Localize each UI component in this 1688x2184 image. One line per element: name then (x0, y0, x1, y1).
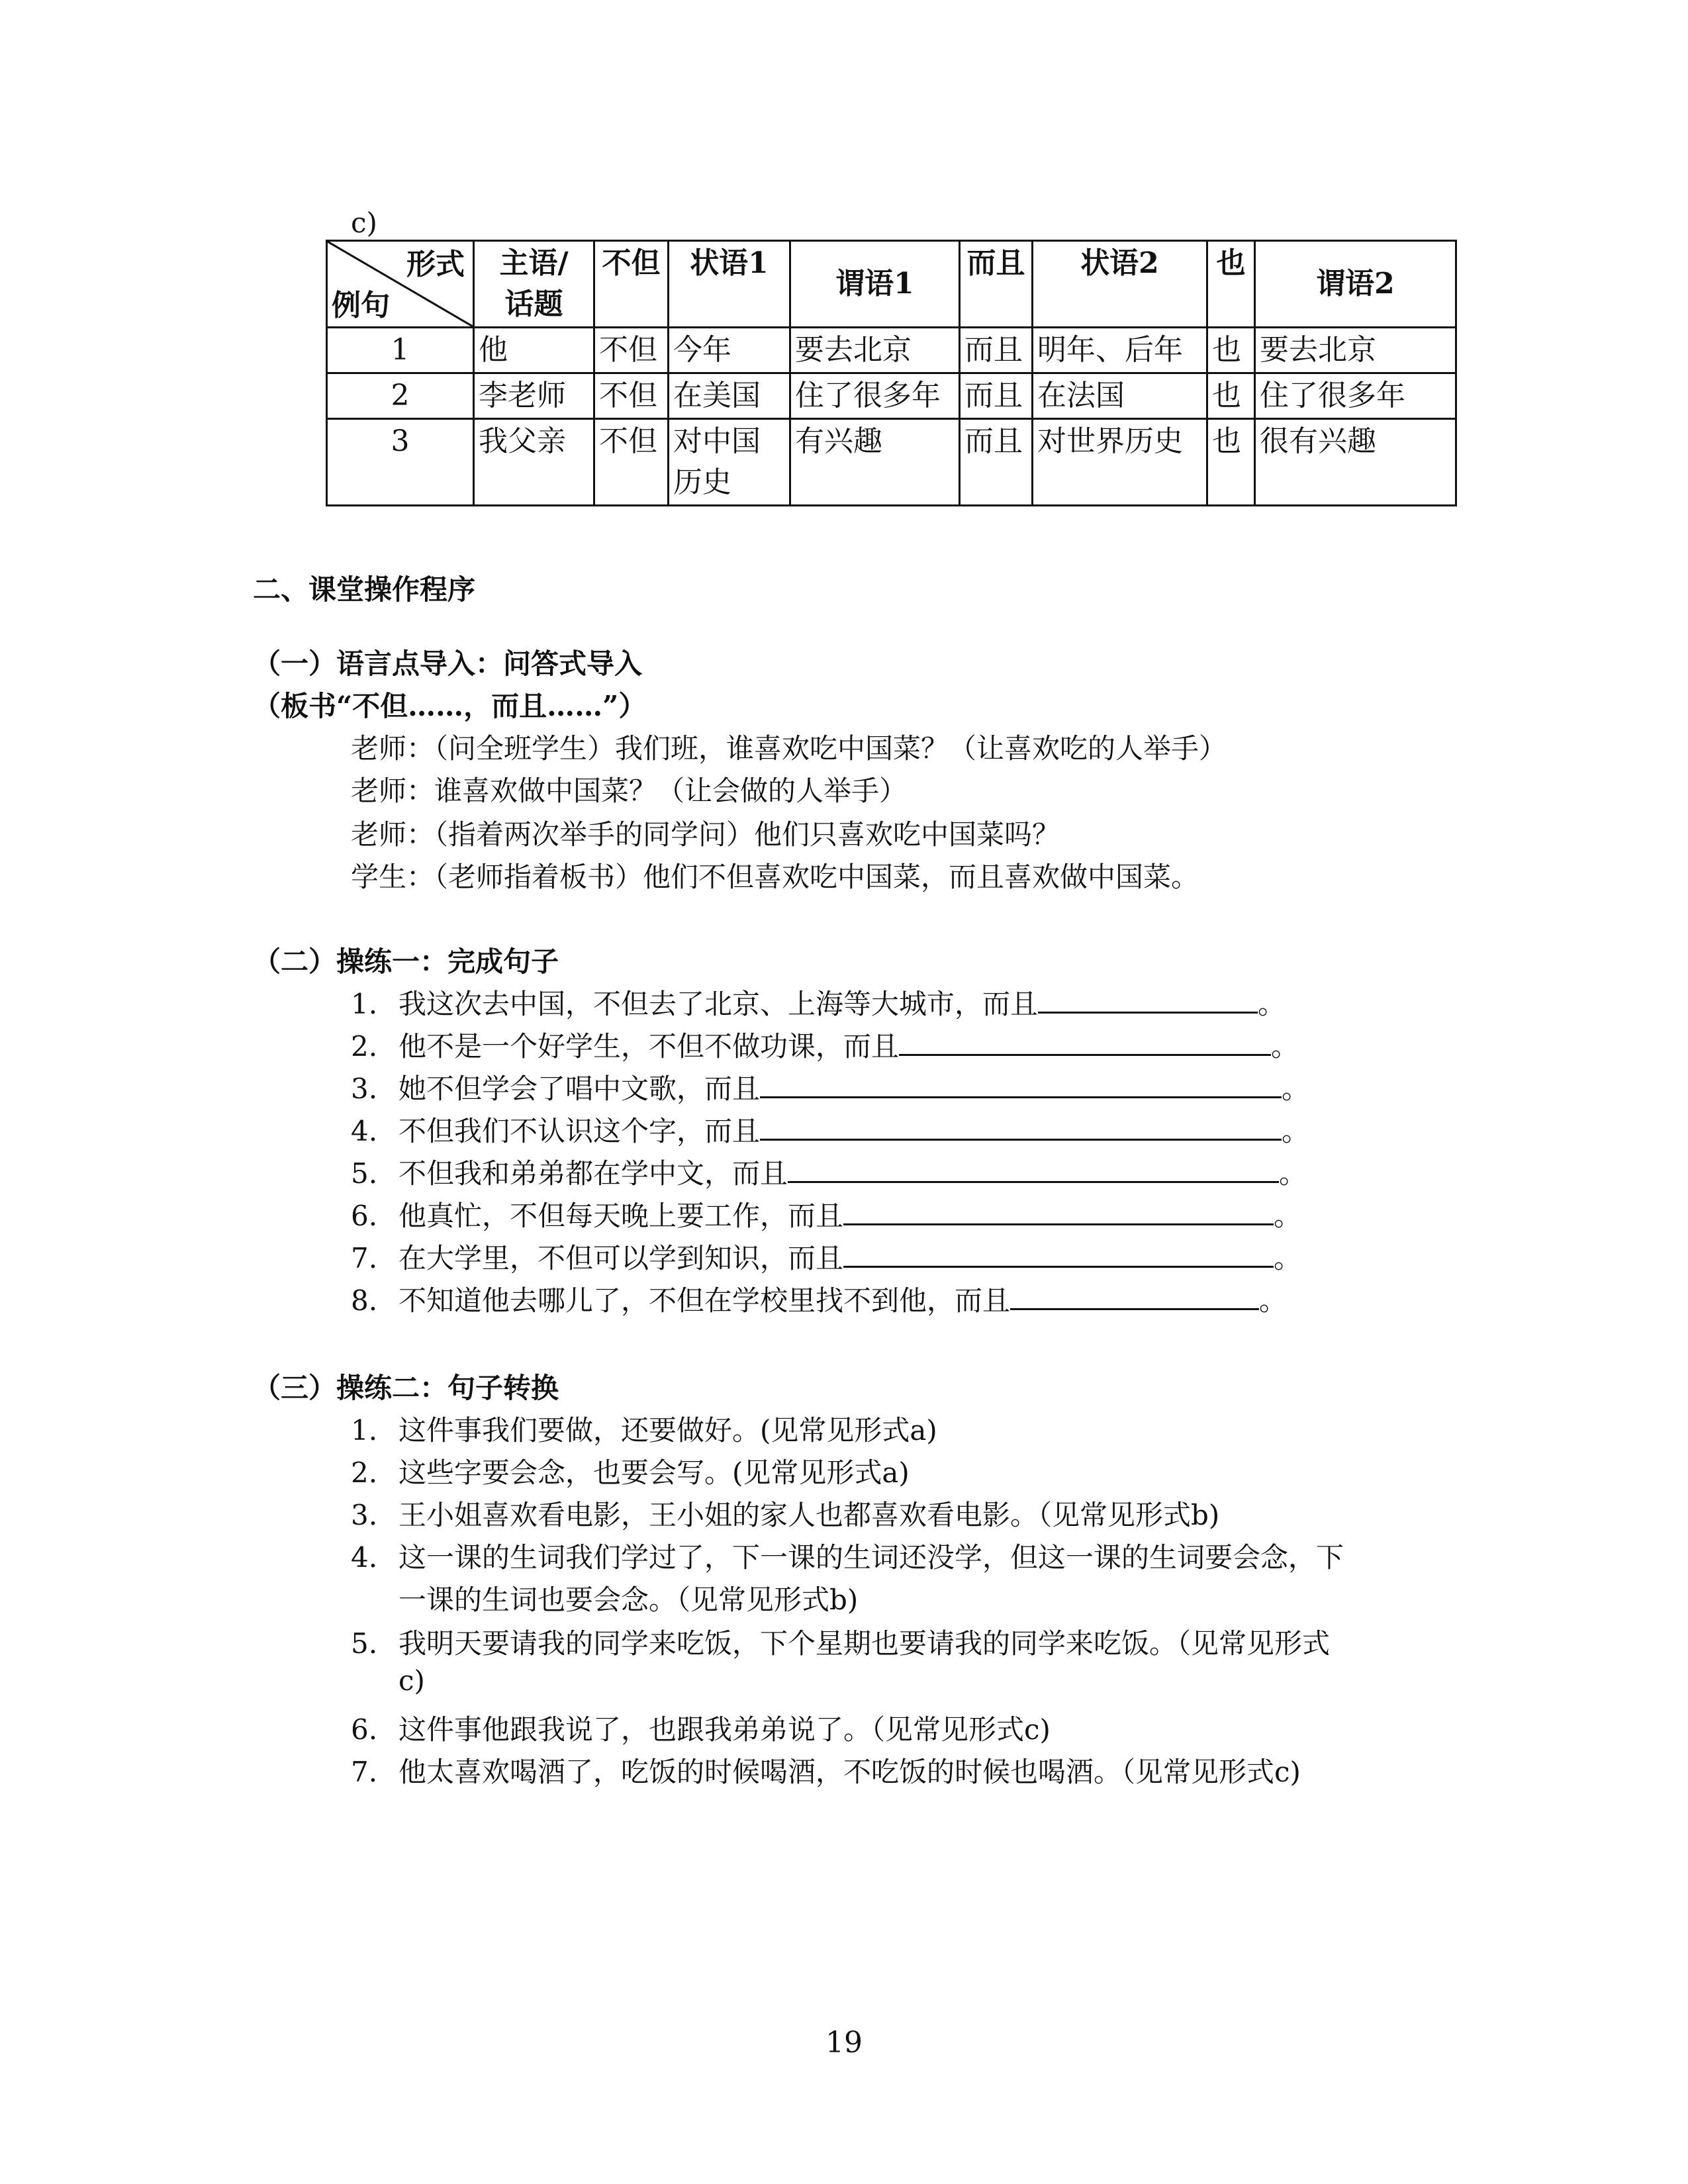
transform-item: 6. 这件事他跟我说了，也跟我弟弟说了。（见常见形式c) (351, 1713, 1051, 1746)
exercise-item: 7. 在大学里，不但可以学到知识，而且 。 (351, 1237, 1301, 1276)
part1-title: （一）语言点导入：问答式导入 (253, 647, 643, 680)
dialogue-line: 学生：（老师指着板书）他们不但喜欢吃中国菜，而且喜欢做中国菜。 (351, 861, 1199, 893)
cell-ye: 也 (1207, 328, 1255, 373)
part2-title: （二）操练一：完成句子 (253, 945, 559, 978)
cell-pred2: 住了很多年 (1255, 373, 1456, 419)
transform-item-continued: 一课的生词也要会念。（见常见形式b) (399, 1584, 859, 1616)
dialogue-line: 老师：谁喜欢做中国菜？（让会做的人举手） (351, 775, 908, 807)
transform-item: 4. 这一课的生词我们学过了，下一课的生词还没学，但这一课的生词要会念，下 (351, 1541, 1344, 1574)
cell-pred1: 住了很多年 (790, 373, 960, 419)
cell-erqie: 而且 (960, 328, 1033, 373)
corner-header-cell (327, 241, 474, 328)
table-row (327, 328, 1456, 373)
answer-blank[interactable] (760, 1070, 1282, 1098)
row-number: 3 (327, 419, 474, 506)
answer-blank[interactable] (760, 1112, 1282, 1141)
transform-item: 7. 他太喜欢喝酒了，吃饭的时候喝酒，不吃饭的时候也喝酒。（见常见形式c) (351, 1756, 1301, 1788)
header-budan: 不但 (594, 241, 669, 328)
header-erqie: 而且 (960, 241, 1033, 328)
cell-budan: 不但 (594, 373, 669, 419)
cell-erqie: 而且 (960, 419, 1033, 506)
table-row (327, 373, 1456, 419)
cell-ye: 也 (1207, 373, 1255, 419)
cell-subject: 李老师 (474, 373, 594, 419)
cell-adv1: 对中国 历史 (669, 419, 790, 506)
exercise-item: 4. 不但我们不认识这个字，而且 。 (351, 1110, 1309, 1149)
board-note: （板书“不但……，而且……”） (253, 690, 647, 722)
exercise-item: 3. 她不但学会了唱中文歌，而且 。 (351, 1067, 1309, 1107)
cell-subject: 他 (474, 328, 594, 373)
cell-pred1: 要去北京 (790, 328, 960, 373)
header-example: 例句 (332, 289, 390, 322)
answer-blank[interactable] (1010, 1282, 1259, 1310)
cell-pred1: 有兴趣 (790, 419, 960, 506)
transform-item-continued: c) (399, 1664, 425, 1697)
cell-pred2: 很有兴趣 (1255, 419, 1456, 506)
sentence-pattern-table (326, 240, 1457, 506)
exercise-item: 6. 他真忙，不但每天晚上要工作，而且 。 (351, 1194, 1301, 1234)
answer-blank[interactable] (1038, 985, 1258, 1014)
transform-item: 1. 这件事我们要做，还要做好。(见常见形式a) (351, 1414, 937, 1447)
answer-blank[interactable] (788, 1155, 1279, 1183)
transform-item: 2. 这些字要会念，也要会写。(见常见形式a) (351, 1456, 910, 1489)
header-ye: 也 (1207, 241, 1255, 328)
cell-adv2: 对世界历史 (1033, 419, 1207, 506)
cell-budan: 不但 (594, 419, 669, 506)
dialogue-line: 老师：（指着两次举手的同学问）他们只喜欢吃中国菜吗？ (351, 818, 1060, 851)
exercise-item: 2. 他不是一个好学生，不但不做功课，而且 。 (351, 1025, 1299, 1065)
cell-budan: 不但 (594, 328, 669, 373)
header-adv1: 状语1 (669, 241, 790, 328)
row-number: 2 (327, 373, 474, 419)
answer-blank[interactable] (843, 1197, 1274, 1225)
exercise-item: 1. 我这次去中国，不但去了北京、上海等大城市，而且 。 (351, 982, 1286, 1022)
table-label: c) (351, 207, 377, 239)
table-header-row (327, 241, 1456, 328)
cell-adv1: 在美国 (669, 373, 790, 419)
cell-adv2: 在法国 (1033, 373, 1207, 419)
cell-adv2: 明年、后年 (1033, 328, 1207, 373)
header-pred1: 谓语1 (790, 241, 960, 328)
cell-adv1: 今年 (669, 328, 790, 373)
header-form: 形式 (406, 248, 465, 281)
header-adv2: 状语2 (1033, 241, 1207, 328)
header-pred2: 谓语2 (1255, 241, 1456, 328)
part3-title: （三）操练二：句子转换 (253, 1372, 559, 1404)
cell-subject: 我父亲 (474, 419, 594, 506)
section-title: 二、课堂操作程序 (253, 573, 476, 606)
cell-erqie: 而且 (960, 373, 1033, 419)
answer-blank[interactable] (843, 1239, 1274, 1268)
transform-item: 5. 我明天要请我的同学来吃饭，下个星期也要请我的同学来吃饭。（见常见形式 (351, 1627, 1331, 1660)
page-number: 19 (825, 2026, 863, 2060)
cell-pred2: 要去北京 (1255, 328, 1456, 373)
header-subject: 主语/ 话题 (474, 241, 594, 328)
answer-blank[interactable] (899, 1027, 1271, 1056)
row-number: 1 (327, 328, 474, 373)
cell-ye: 也 (1207, 419, 1255, 506)
table-row (327, 419, 1456, 506)
dialogue-line: 老师：（问全班学生）我们班，谁喜欢吃中国菜？（让喜欢吃的人举手） (351, 732, 1227, 765)
transform-item: 3. 王小姐喜欢看电影，王小姐的家人也都喜欢看电影。（见常见形式b) (351, 1499, 1220, 1531)
exercise-item: 5. 不但我和弟弟都在学中文，而且 。 (351, 1152, 1307, 1192)
exercise-item: 8. 不知道他去哪儿了，不但在学校里找不到他，而且 。 (351, 1279, 1287, 1319)
